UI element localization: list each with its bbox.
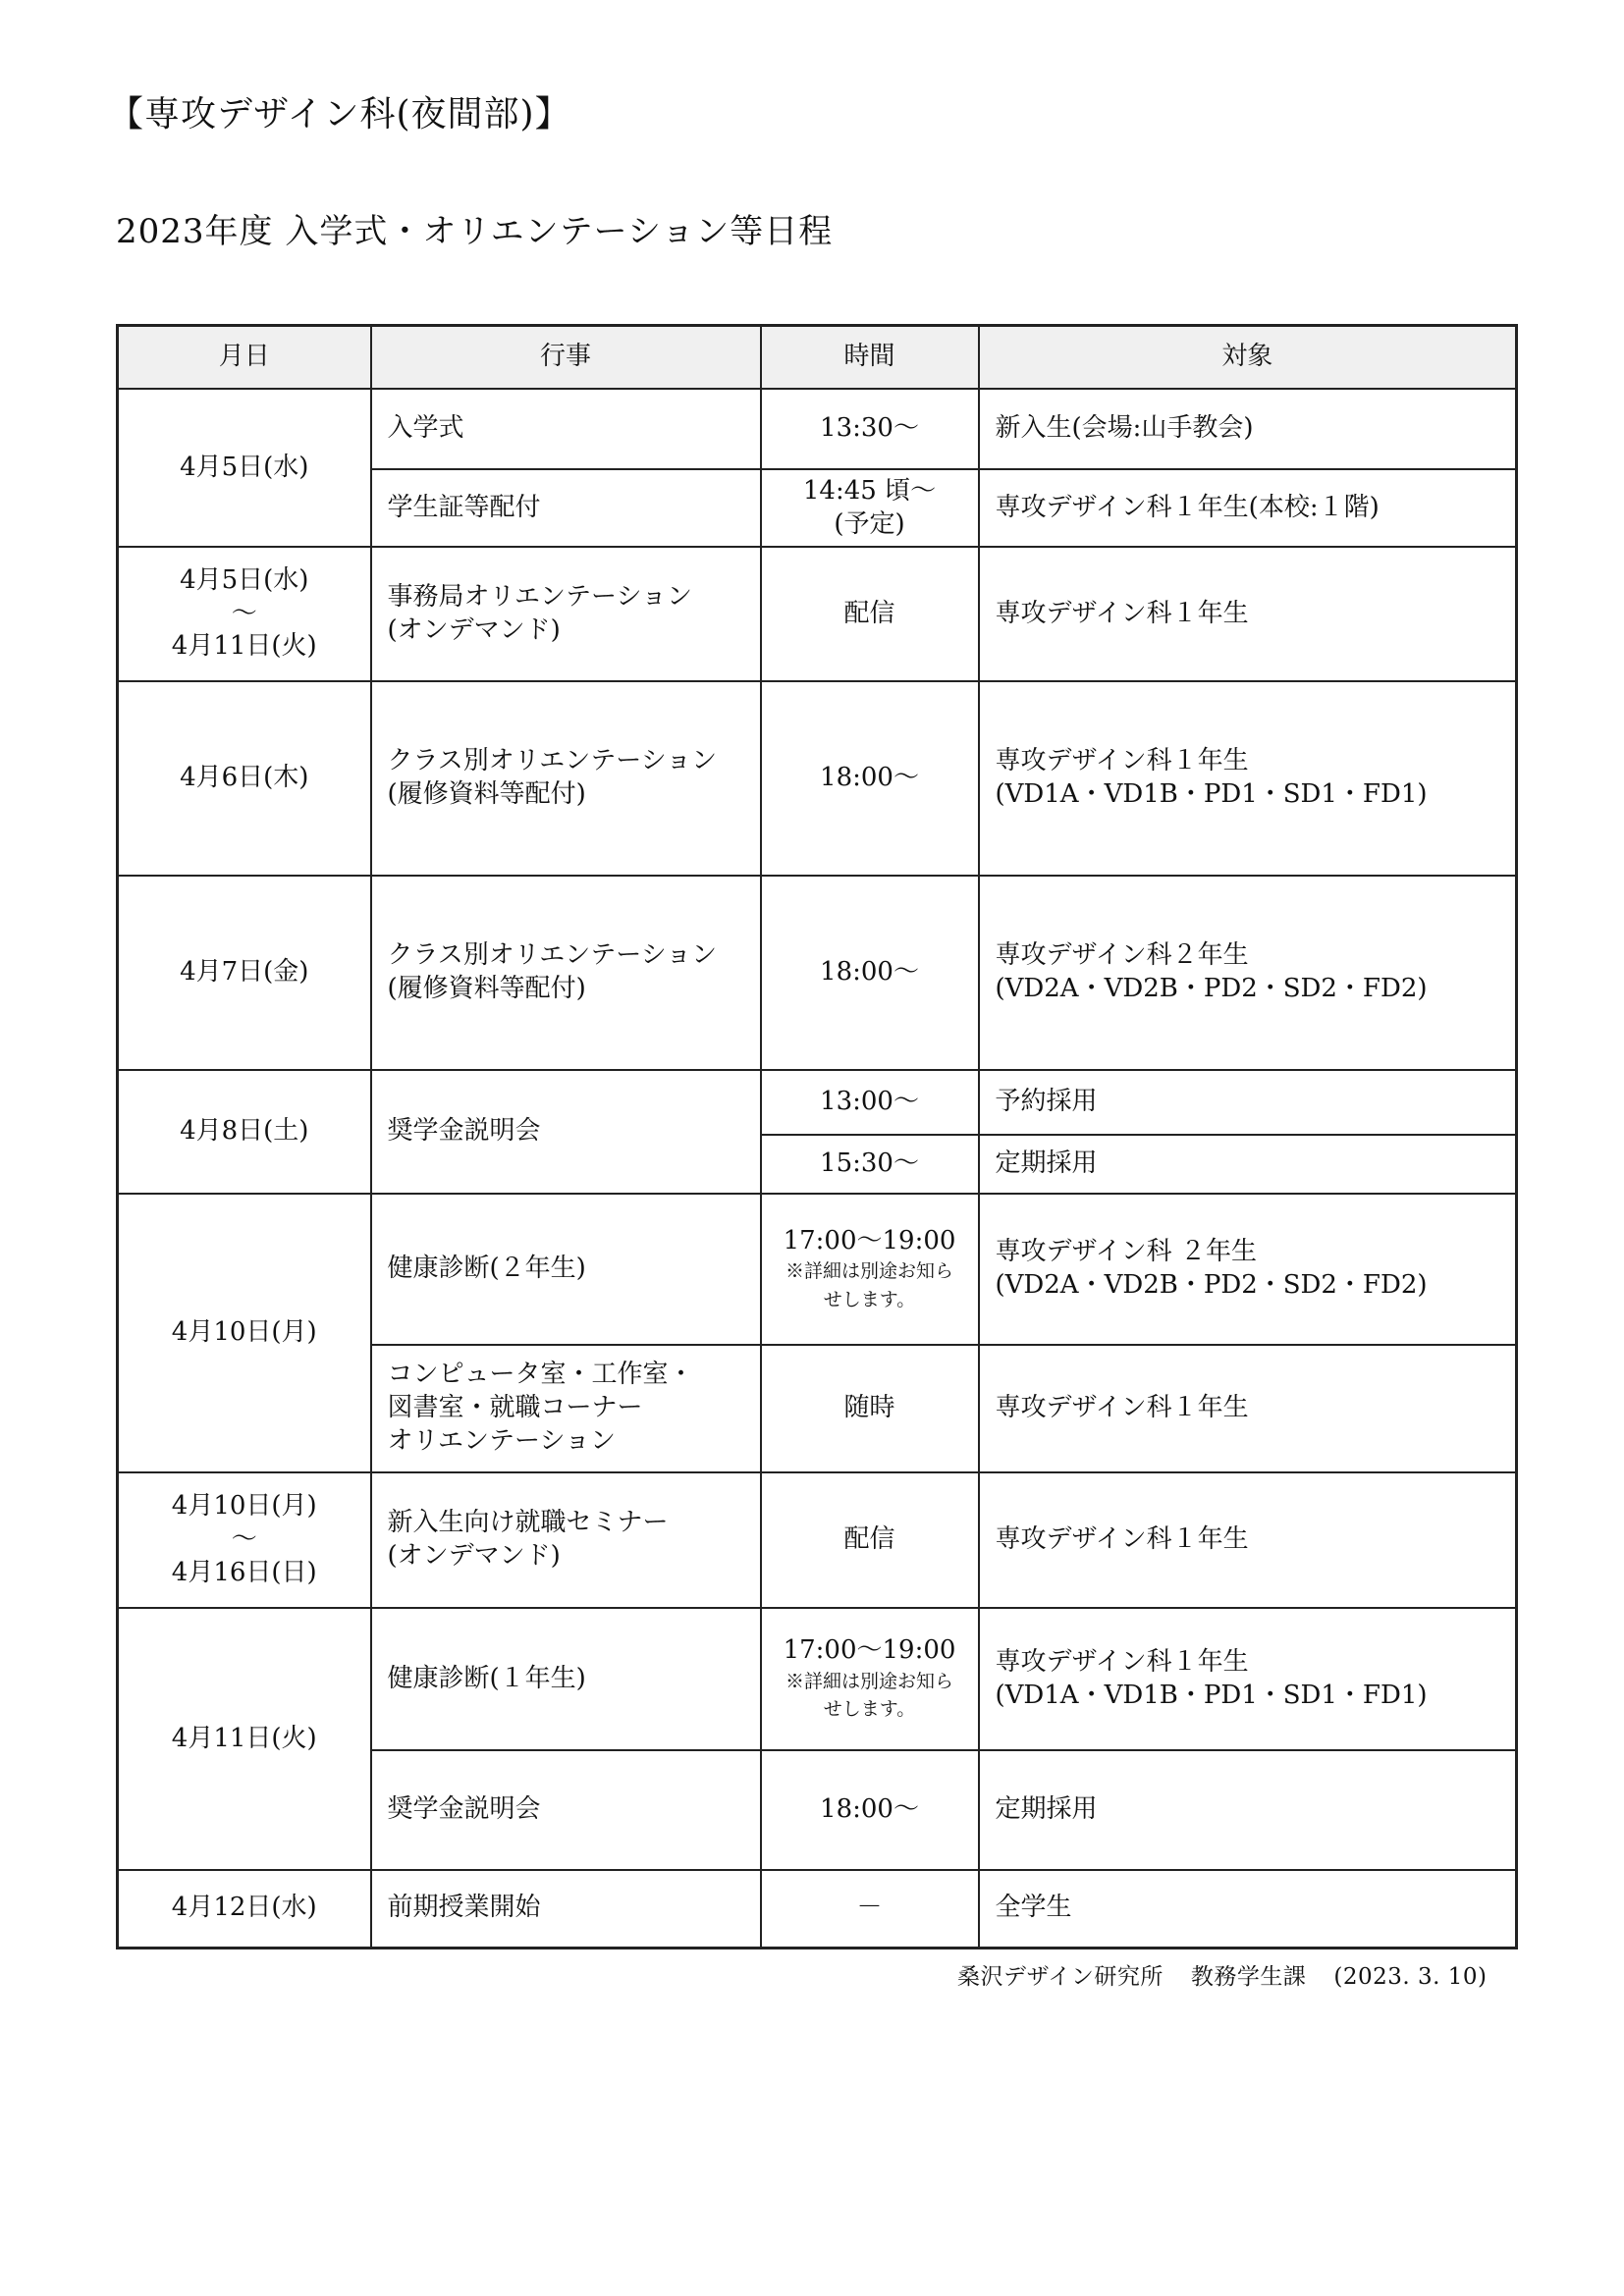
target-cell: 専攻デザイン科１年生 <box>979 1472 1517 1608</box>
department-heading: 【専攻デザイン科(夜間部)】 <box>108 94 571 134</box>
target-cell: 専攻デザイン科１年生 <box>979 1345 1517 1472</box>
date-cell: 4月7日(金) <box>118 876 371 1070</box>
time-cell: 18:00〜 <box>761 1750 979 1870</box>
event-cell: クラス別オリエンテーション (履修資料等配付) <box>371 876 761 1070</box>
time-cell: 随時 <box>761 1345 979 1472</box>
time-cell: 17:00〜19:00 ※詳細は別途お知らせします。 <box>761 1194 979 1345</box>
target-cell: 専攻デザイン科２年生 (VD2A・VD2B・PD2・SD2・FD2) <box>979 876 1517 1070</box>
table-row <box>118 389 1517 469</box>
date-cell: 4月5日(水) 〜 4月11日(火) <box>118 547 371 681</box>
footer-section: 教務学生課 <box>1190 1964 1307 1990</box>
time-cell: 17:00〜19:00 ※詳細は別途お知らせします。 <box>761 1608 979 1750</box>
event-cell: 奨学金説明会 <box>371 1070 761 1194</box>
target-cell: 全学生 <box>979 1870 1517 1948</box>
time-cell: 15:30〜 <box>761 1135 979 1194</box>
target-cell: 定期採用 <box>979 1750 1517 1870</box>
date-cell: 4月5日(水) <box>118 389 371 547</box>
event-cell: 前期授業開始 <box>371 1870 761 1948</box>
table-row <box>118 1870 1517 1948</box>
event-cell: 健康診断(２年生) <box>371 1194 761 1345</box>
event-cell: クラス別オリエンテーション (履修資料等配付) <box>371 681 761 876</box>
table-row <box>118 1608 1517 1750</box>
event-cell: コンピュータ室・工作室・ 図書室・就職コーナー オリエンテーション <box>371 1345 761 1472</box>
target-cell: 専攻デザイン科１年生 (VD1A・VD1B・PD1・SD1・FD1) <box>979 1608 1517 1750</box>
event-cell: 入学式 <box>371 389 761 469</box>
table-row <box>118 1472 1517 1608</box>
note-text: ※詳細は別途お知らせします。 <box>785 1260 953 1310</box>
time-cell: 18:00〜 <box>761 876 979 1070</box>
column-header-target: 対象 <box>979 326 1517 390</box>
target-cell: 定期採用 <box>979 1135 1517 1194</box>
column-header-time: 時間 <box>761 326 979 390</box>
table-row <box>118 547 1517 681</box>
schedule-table <box>116 324 1518 1949</box>
target-cell: 予約採用 <box>979 1070 1517 1135</box>
note-text: ※詳細は別途お知らせします。 <box>785 1670 953 1721</box>
event-cell: 健康診断(１年生) <box>371 1608 761 1750</box>
time-cell: 14:45 頃〜 (予定) <box>761 469 979 547</box>
time-cell: － <box>761 1870 979 1948</box>
target-cell: 新入生(会場:山手教会) <box>979 389 1517 469</box>
target-cell: 専攻デザイン科１年生 (VD1A・VD1B・PD1・SD1・FD1) <box>979 681 1517 876</box>
table-row <box>118 876 1517 1070</box>
date-cell: 4月10日(月) <box>118 1194 371 1472</box>
date-cell: 4月6日(木) <box>118 681 371 876</box>
date-cell: 4月8日(土) <box>118 1070 371 1194</box>
time-cell: 18:00〜 <box>761 681 979 876</box>
page-title: 2023年度 入学式・オリエンテーション等日程 <box>116 212 834 251</box>
date-cell: 4月11日(火) <box>118 1608 371 1870</box>
time-cell: 13:30〜 <box>761 389 979 469</box>
time-cell: 配信 <box>761 1472 979 1608</box>
event-cell: 奨学金説明会 <box>371 1750 761 1870</box>
column-header-event: 行事 <box>371 326 761 390</box>
table-row <box>118 1194 1517 1345</box>
date-cell: 4月12日(水) <box>118 1870 371 1948</box>
table-header-row <box>118 326 1517 390</box>
date-cell: 4月10日(月) 〜 4月16日(日) <box>118 1472 371 1608</box>
footer-credit <box>957 1958 1515 1991</box>
event-cell: 新入生向け就職セミナー (オンデマンド) <box>371 1472 761 1608</box>
time-cell: 13:00〜 <box>761 1070 979 1135</box>
event-cell: 事務局オリエンテーション (オンデマンド) <box>371 547 761 681</box>
table-row <box>118 1070 1517 1135</box>
footer-organization: 桑沢デザイン研究所 <box>957 1964 1164 1990</box>
time-cell: 配信 <box>761 547 979 681</box>
table-row <box>118 681 1517 876</box>
column-header-date: 月日 <box>118 326 371 390</box>
target-cell: 専攻デザイン科 ２年生 (VD2A・VD2B・PD2・SD2・FD2) <box>979 1194 1517 1345</box>
target-cell: 専攻デザイン科１年生(本校:１階) <box>979 469 1517 547</box>
target-cell: 専攻デザイン科１年生 <box>979 547 1517 681</box>
event-cell: 学生証等配付 <box>371 469 761 547</box>
footer-date: (2023. 3. 10) <box>1333 1964 1488 1990</box>
